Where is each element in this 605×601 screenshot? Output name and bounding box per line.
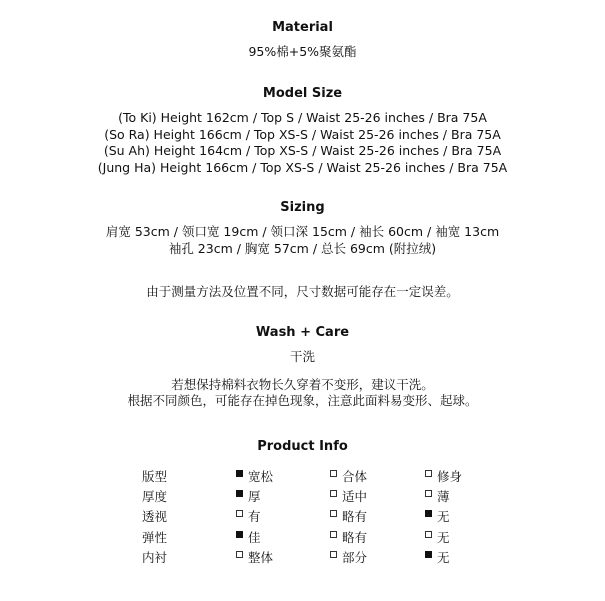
- info-option-label: 无: [437, 530, 450, 545]
- info-option-label: 无: [437, 509, 450, 524]
- model-size-line: (Su Ah) Height 164cm / Top XS-S / Waist 25-26 inches / Bra 75A: [103, 143, 502, 158]
- checked-box-icon: [236, 470, 243, 477]
- info-option: [236, 509, 261, 525]
- wash-care-heading: Wash + Care: [255, 325, 350, 340]
- info-option: [236, 550, 273, 566]
- unchecked-box-icon: [330, 531, 337, 538]
- wash-care-note: 若想保持棉料衣物长久穿着不变形，建议干洗。: [171, 376, 434, 392]
- sizing-section: [0, 200, 605, 300]
- info-option: [425, 509, 450, 525]
- unchecked-box-icon: [236, 551, 243, 558]
- wash-care-value: 干洗: [289, 349, 315, 364]
- info-label: 内衬: [142, 550, 168, 565]
- sizing-note: 由于测量方法及位置不同，尺寸数据可能存在一定误差。: [146, 284, 459, 299]
- info-option-label: 合体: [342, 469, 368, 484]
- info-option-label: 有: [248, 509, 261, 524]
- info-option: [425, 469, 462, 485]
- material-value: 95%棉+5%聚氨酯: [248, 44, 357, 59]
- model-size-line: (Jung Ha) Height 166cm / Top XS-S / Waist 25-26 inches / Bra 75A: [97, 159, 508, 175]
- product-info-heading: Product Info: [257, 439, 348, 454]
- product-info-section: [0, 439, 605, 455]
- info-option: [330, 550, 367, 566]
- checked-box-icon: [425, 510, 432, 517]
- info-label: 版型: [142, 469, 168, 484]
- checked-box-icon: [236, 531, 243, 538]
- unchecked-box-icon: [236, 510, 243, 517]
- info-option-label: 薄: [437, 489, 450, 504]
- info-option-label: 适中: [342, 489, 368, 504]
- info-option: [236, 530, 261, 546]
- checked-box-icon: [425, 551, 432, 558]
- info-option-label: 宽松: [248, 469, 274, 484]
- product-info-row-thickness: [0, 489, 605, 509]
- info-option: [236, 489, 261, 505]
- info-option-label: 修身: [437, 469, 463, 484]
- info-label: 透视: [142, 509, 168, 524]
- unchecked-box-icon: [425, 531, 432, 538]
- info-option: [425, 530, 450, 546]
- info-option-label: 略有: [342, 530, 368, 545]
- info-option-label: 无: [437, 550, 450, 565]
- wash-care-section: [0, 325, 605, 409]
- info-option: [425, 489, 450, 505]
- model-size-section: [0, 86, 605, 176]
- sizing-line: 肩宽 53cm / 领口宽 19cm / 领口深 15cm / 袖长 60cm / 袖宽 13cm: [105, 224, 500, 239]
- info-option: [425, 550, 450, 566]
- info-option: [236, 469, 273, 485]
- material-heading: Material: [272, 20, 333, 35]
- info-option: [330, 469, 367, 485]
- unchecked-box-icon: [330, 551, 337, 558]
- unchecked-box-icon: [425, 470, 432, 477]
- info-option-label: 佳: [248, 530, 261, 545]
- product-info-row-elasticity: [0, 530, 605, 550]
- unchecked-box-icon: [330, 510, 337, 517]
- info-option-label: 整体: [248, 550, 274, 565]
- model-size-line: (So Ra) Height 166cm / Top XS-S / Waist 25-26 inches / Bra 75A: [104, 126, 501, 142]
- info-option-label: 厚: [248, 489, 261, 504]
- info-option-label: 略有: [342, 509, 368, 524]
- sizing-heading: Sizing: [280, 200, 325, 215]
- model-size-heading: Model Size: [262, 86, 343, 101]
- info-option: [330, 509, 367, 525]
- info-label: 厚度: [142, 489, 168, 504]
- checked-box-icon: [236, 490, 243, 497]
- product-info-row-lining: [0, 550, 605, 570]
- product-info-row-sheerness: [0, 509, 605, 529]
- info-option: [330, 530, 367, 546]
- wash-care-note: 根据不同颜色，可能存在掉色现象，注意此面料易变形、起球。: [127, 392, 478, 408]
- sizing-line: 袖孔 23cm / 胸宽 57cm / 总长 69cm (附拉绒): [168, 240, 437, 256]
- unchecked-box-icon: [330, 490, 337, 497]
- product-info-row-fit: [0, 469, 605, 489]
- info-option: [330, 489, 367, 505]
- unchecked-box-icon: [425, 490, 432, 497]
- info-label: 弹性: [142, 530, 168, 545]
- model-size-line: (To Ki) Height 162cm / Top S / Waist 25-26 inches / Bra 75A: [118, 110, 487, 125]
- info-option-label: 部分: [342, 550, 368, 565]
- material-section: [0, 20, 605, 61]
- unchecked-box-icon: [330, 470, 337, 477]
